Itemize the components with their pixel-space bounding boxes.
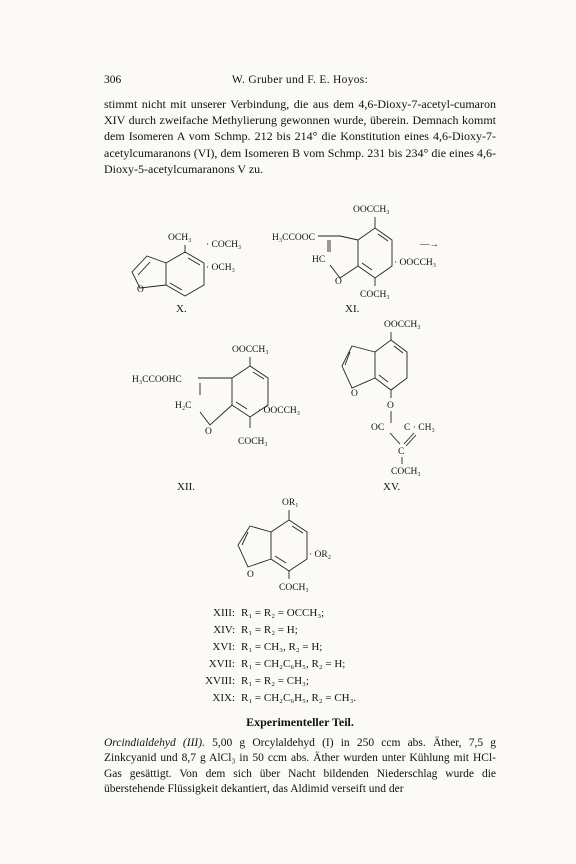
compound-number: XVIII:: [205, 675, 235, 687]
section-title: Experimenteller Teil.: [246, 715, 354, 729]
experimental-body: 5,00 g Orcylaldehyd (I) in 250 ccm abs. Äther, 7,5 g Zinkcyanid und 8,7 g AlCl₃ in 50 ccm abs. Äther wurden unter Kühlung mit HCl-Gas gesättigt. Von dem sich über Nacht bildenden Niederschlag wurde die überstehende Flüssigkeit dekantiert, das Aldimid verseift und der: [104, 737, 496, 795]
compound-number: XIX:: [212, 692, 235, 704]
substituent-definitions: [180, 605, 356, 707]
compound-heading: Orcindialdehyd (III).: [104, 737, 205, 749]
general-or2: · OR₂: [309, 550, 332, 560]
substituent-text: R₁ = CH₂C₆H₅, R₂ = CH₃.: [241, 692, 357, 704]
page-number: 306: [104, 74, 122, 86]
xii-acetoxy-group: · OOCCH₃: [258, 406, 301, 416]
running-head: W. Gruber und F. E. Hoyos:: [231, 74, 369, 86]
xv-c-ch3-group: C · CH₃: [404, 423, 435, 433]
xi-label: XI.: [345, 303, 360, 315]
general-ring-oxygen: O: [247, 570, 254, 580]
xv-acetyl-group: COCH₃: [391, 467, 421, 477]
compound-number: XIV:: [213, 624, 235, 636]
x-methoxy-group: · OCH₃: [206, 263, 235, 273]
xv-c-atom: C: [398, 447, 405, 457]
xv-oc-group: OC: [371, 423, 385, 433]
formula-xv: [342, 320, 435, 493]
compound-number: XVI:: [212, 641, 235, 653]
formula-general: [238, 498, 331, 593]
formula-xii: [132, 345, 300, 493]
x-label: X.: [176, 303, 187, 315]
substituent-text: R₁ = CH₂C₆H₅, R₂ = H;: [241, 658, 346, 670]
intro-paragraph: stimmt nicht mit unserer Verbindung, die aus dem 4,6-Dioxy-7-acetyl-cumaron XIV durch zweifache Methylierung gewonnen wurde, überein. Demnach kommt dem Isomeren A vom Schmp. 212 bis 214° die Konstitution eines 4,6-Dioxy-7-acetylcumaranons (VI), dem Isomeren B vom Schmp. 231 bis 234° die eines 4,6-Dioxy-5-acetylcumaranons V zu.: [104, 97, 496, 176]
reaction-arrow: —→: [420, 240, 439, 250]
general-acetyl-group: COCH₃: [279, 583, 309, 593]
compound-number: XIII:: [213, 607, 235, 619]
x-acetyl-group: · COCH₃: [206, 240, 242, 250]
xii-enol-acetate: H₃CCOOHC: [132, 375, 182, 385]
x-ring-oxygen: O: [137, 285, 144, 295]
general-or1: OR₁: [282, 498, 299, 508]
definition-row: [180, 673, 356, 690]
substituent-text: R₁ = R₂ = CH₃;: [241, 675, 309, 687]
xv-ester-oxygen: O: [387, 401, 394, 411]
definition-row: [180, 656, 356, 673]
xii-label: XII.: [177, 481, 196, 493]
substituent-text: R₁ = R₂ = OCCH₃;: [241, 607, 325, 619]
xv-top-group: OOCCH₃: [384, 320, 421, 330]
formula-xi: [272, 205, 439, 315]
experimental-paragraph: [104, 736, 496, 797]
definition-row: [180, 639, 356, 656]
compound-number: XVII:: [208, 658, 235, 670]
substituent-text: R₁ = R₂ = H;: [241, 624, 298, 636]
xv-ring-oxygen: O: [351, 389, 358, 399]
formula-x: [132, 233, 241, 315]
xv-label: XV.: [383, 481, 401, 493]
substituent-text: R₁ = CH₃, R₂ = H;: [241, 641, 323, 653]
definition-row: [180, 605, 356, 622]
xii-ring-oxygen: O: [205, 427, 212, 437]
xi-acetoxy-group: · OOCCH₃: [394, 258, 437, 268]
xii-acetyl-group: COCH₃: [238, 437, 268, 447]
xii-h2c-group: H₂C: [175, 401, 192, 411]
xi-acetyl-group: COCH₃: [360, 290, 390, 300]
definition-row: [180, 690, 356, 707]
xi-enol-acetate: H₃CCOOC: [272, 233, 315, 243]
xi-ring-oxygen: O: [335, 277, 342, 287]
xii-top-group: OOCCH₃: [232, 345, 269, 355]
xi-hc-group: HC: [312, 255, 326, 265]
definition-row: [180, 622, 356, 639]
xi-top-group: OOCCH₃: [353, 205, 390, 215]
x-top-group: OCH₃: [168, 233, 192, 243]
